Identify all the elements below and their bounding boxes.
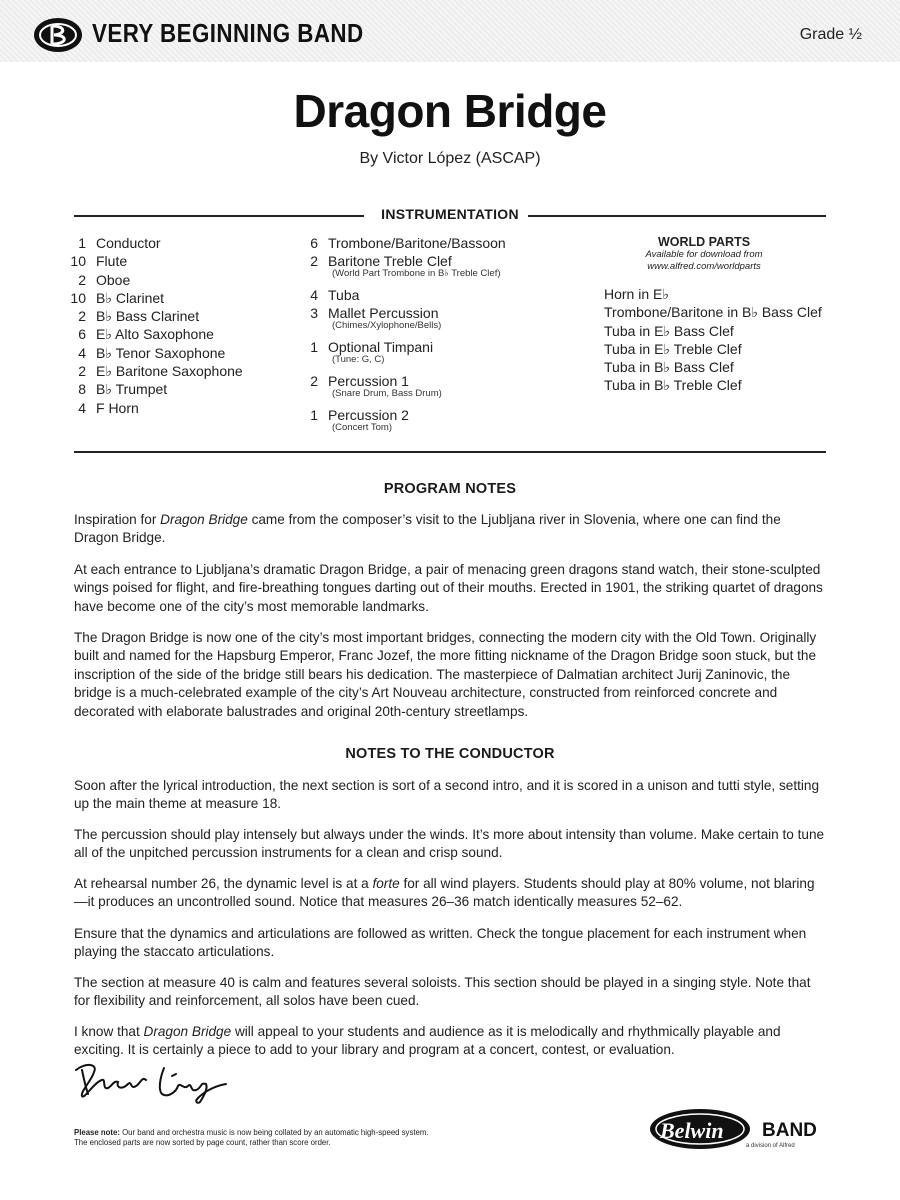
- instrument-name: Flute: [96, 253, 128, 270]
- series-title: VERY BEGINNING BAND: [92, 18, 364, 48]
- qty: 4: [78, 344, 86, 361]
- qty: 3: [310, 305, 318, 321]
- list-item: Tuba in B♭ Treble Clef: [604, 377, 742, 394]
- conductor-notes-paragraph-5: The section at measure 40 is calm and features several soloists. This section should be played in a singing style. Note that for flexibility and reinforcement, all solos have been cued.: [74, 975, 811, 1009]
- title-italic: Dragon Bridge: [160, 512, 248, 527]
- list-item: Horn in E♭: [604, 286, 669, 302]
- qty: 1: [78, 235, 86, 251]
- instrumentation-heading: INSTRUMENTATION: [381, 206, 519, 222]
- world-parts: [604, 235, 844, 396]
- instrument-name: Percussion 1: [328, 373, 409, 389]
- world-parts-url: www.alfred.com/worldparts: [647, 261, 761, 272]
- qty: 2: [78, 308, 86, 325]
- collation-note: [74, 1128, 574, 1148]
- publisher-division: a division of Alfred: [746, 1143, 795, 1149]
- list-item: Tuba in B♭ Bass Clef: [604, 359, 734, 376]
- instrument-name: B♭ Trumpet: [96, 381, 168, 398]
- instrument-name: B♭ Tenor Saxophone: [96, 344, 226, 361]
- program-notes-paragraph-2: At each entrance to Ljubljana’s dramatic Dragon Bridge, a pair of menacing green dragons stand watch, their stone-sculpted wings poised for flight, and fire-breathing tongues darting out of their mouths. Erected in 1901, the striking quartet of dragons have become one of the city’s most memorable landmarks.: [74, 562, 823, 614]
- instrument-name: Oboe: [96, 271, 131, 288]
- qty: 2: [310, 373, 318, 389]
- qty: 4: [310, 287, 318, 303]
- program-notes-heading: PROGRAM NOTES: [383, 481, 517, 497]
- text-run: came from the composer’s visit to the Ljubljana river in Slovenia, where one can find the Dragon Bridge.: [74, 512, 781, 546]
- section-divider: [74, 451, 826, 453]
- instrument-name: Baritone Treble Clef: [328, 253, 452, 269]
- publisher-band-label: BAND: [762, 1120, 817, 1141]
- qty: 10: [70, 289, 86, 306]
- note-line: Our band and orchestra music is now being collated by an automatic high-speed system.: [119, 1128, 429, 1137]
- qty: 2: [78, 363, 86, 380]
- note-line: The enclosed parts are now sorted by page count, rather than score order.: [74, 1138, 331, 1147]
- instrument-note: (Concert Tom): [332, 422, 393, 433]
- instrument-name: B♭ Clarinet: [96, 289, 165, 306]
- publisher-wordmark: Belwin: [660, 1118, 724, 1143]
- dynamic-italic: forte: [372, 876, 400, 891]
- conductor-notes-paragraph-6: [74, 1023, 826, 1060]
- instrument-name: E♭ Alto Saxophone: [96, 326, 214, 343]
- world-parts-heading: WORLD PARTS: [657, 235, 751, 249]
- instrument-name: Trombone/Baritone/Bassoon: [328, 235, 506, 251]
- conductor-notes-paragraph-4: Ensure that the dynamics and articulations are followed as written. Check the tongue placement for each instrument when playing the staccato articulations.: [74, 926, 807, 960]
- qty: 2: [78, 271, 86, 288]
- title-italic: Dragon Bridge: [143, 1024, 232, 1039]
- instrument-note: (Chimes/Xylophone/Bells): [332, 320, 442, 331]
- instrument-note: (World Part Trombone in B♭ Treble Clef): [332, 268, 501, 279]
- instrument-name: Conductor: [96, 235, 161, 251]
- conductor-notes-heading: NOTES TO THE CONDUCTOR: [345, 746, 555, 762]
- composer-byline: By Victor López (ASCAP): [359, 150, 541, 167]
- series-logo-icon: [32, 14, 84, 56]
- qty: 4: [78, 399, 86, 416]
- qty: 1: [310, 339, 318, 355]
- text-run: Inspiration for: [74, 512, 161, 527]
- list-item: Trombone/Baritone in B♭ Bass Clef: [604, 304, 822, 321]
- instrument-name: B♭ Bass Clarinet: [96, 308, 200, 325]
- conductor-notes-paragraph-1: Soon after the lyrical introduction, the next section is sort of a second intro, and it is scored in a unison and tutti style, setting up the main theme at measure 18.: [74, 778, 820, 812]
- qty: 10: [70, 253, 86, 270]
- program-notes-paragraph-1: [74, 511, 826, 548]
- qty: 6: [310, 235, 318, 251]
- world-parts-availability: Available for download from: [645, 249, 763, 260]
- instrument-name: E♭ Baritone Saxophone: [96, 363, 243, 380]
- list-item: Tuba in E♭ Treble Clef: [604, 340, 742, 357]
- text-run: will appeal to your students and audience as it is melodically and rhythmically playable and exciting. It is certainly a piece to add to your library and program at a concert, contest, or evaluation.: [74, 1024, 781, 1058]
- qty: 6: [78, 326, 86, 343]
- qty: 1: [310, 407, 318, 423]
- instrument-name: Mallet Percussion: [328, 305, 439, 321]
- instrument-name: Percussion 2: [328, 407, 409, 423]
- instrumentation-rule: [74, 206, 826, 226]
- conductor-notes-paragraph-3: [74, 875, 826, 912]
- instrument-note: (Snare Drum, Bass Drum): [332, 388, 442, 399]
- instrument-note: (Tune: G, C): [332, 354, 385, 365]
- text-run: for all wind players. Students should play at 80% volume, not blaring—it produces an uncontrolled sound. Notice that measures 26–36 match identically measures 52–62.: [74, 876, 815, 910]
- qty: 8: [78, 381, 86, 398]
- list-item: Tuba in E♭ Bass Clef: [604, 322, 734, 339]
- qty: 2: [310, 253, 318, 269]
- grade-label: Grade ½: [799, 26, 862, 43]
- instrument-name: F Horn: [96, 399, 139, 416]
- note-label: Please note:: [74, 1128, 120, 1137]
- instrument-name: Optional Timpani: [328, 339, 434, 355]
- composer-signature: [72, 1056, 232, 1106]
- instrument-name: Tuba: [328, 287, 360, 303]
- text-run: At rehearsal number 26, the dynamic level is at a: [74, 876, 373, 891]
- page-title: Dragon Bridge: [293, 85, 607, 137]
- program-notes-paragraph-3: The Dragon Bridge is now one of the city’s most important bridges, connecting the modern city with the Old Town. Originally built and named for the Hapsburg Emperor, Franc Jozef, the more fitting nickname of the Dragon Bridge soon stuck, but the inscription of the side of the bridge still bears his dedication. The masterpiece of Dalmatian architect Jurij Zaninovic, the bridge is a much-celebrated example of the city’s Art Nouveau architecture, constructed from reinforced concrete and decorated with elaborate balustrades and original 20th-century streetlamps.: [74, 630, 817, 719]
- conductor-notes-paragraph-2: The percussion should play intensely but always under the winds. It’s more about intensity than volume. Make certain to tune all of the unpitched percussion instruments for a clean and crisp sound.: [74, 827, 825, 861]
- text-run: I know that: [74, 1024, 144, 1039]
